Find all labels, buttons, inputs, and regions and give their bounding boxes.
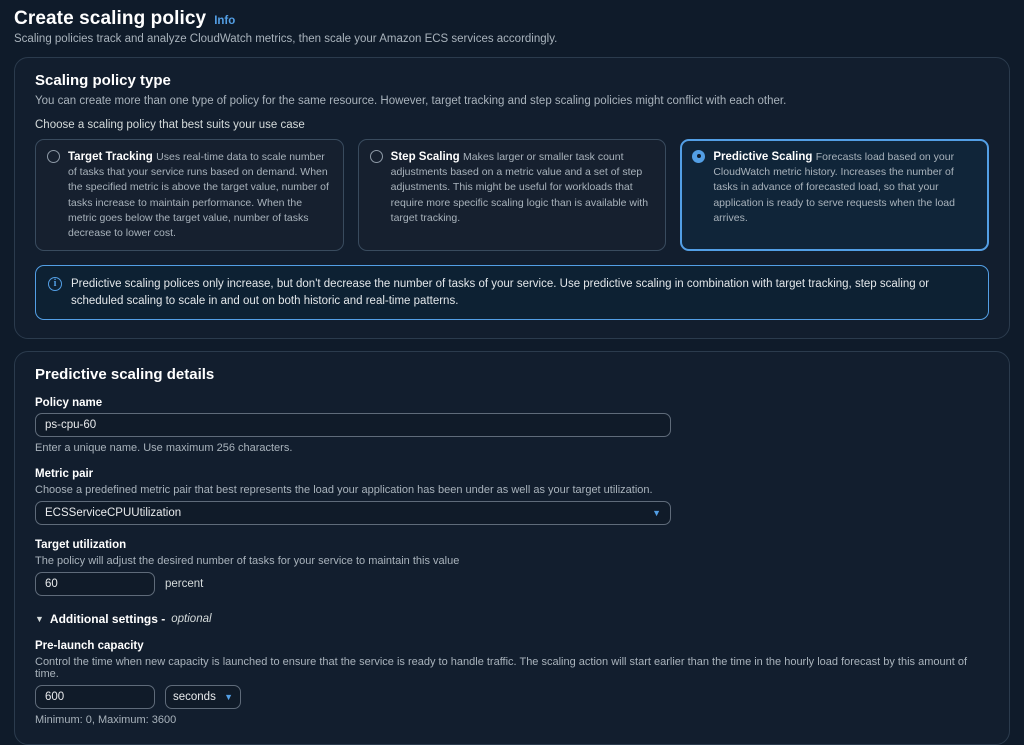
option-step-scaling-body (391, 149, 655, 240)
metric-pair-select[interactable] (35, 501, 671, 525)
scaling-policy-type-card (14, 57, 1010, 339)
page-subtitle: Scaling policies track and analyze CloudWatch metrics, then scale your Amazon ECS services accordingly. (14, 33, 558, 45)
target-utilization-unit: percent (165, 578, 204, 591)
option-target-tracking-description: Uses real-time data to scale number of tasks that your service runs based on demand. When the specified metric is above the target value, number of tasks increase to maintain performance. When the metric goes below the target value, number of tasks decrease to lower cost. (68, 151, 329, 239)
target-utilization-description: The policy will adjust the desired number of tasks for your service to maintain this value (35, 555, 460, 568)
option-target-tracking-title: Target Tracking (68, 151, 153, 163)
metric-pair-selected-value: ECSServiceCPUUtilization (45, 507, 182, 520)
option-step-scaling-description: Makes larger or smaller task count adjustments based on a metric value and a set of step adjustments. This might be useful for workloads that require more specific scaling logic than is available with target tracking. (390, 151, 649, 224)
policy-type-options (35, 139, 989, 251)
scaling-policy-type-description: You can create more than one type of policy for the same resource. However, target tracking and step scaling policies might conflict with each other. (35, 95, 787, 107)
option-target-tracking[interactable] (35, 139, 344, 251)
additional-settings-optional: optional (171, 613, 212, 626)
pre-launch-capacity-unit-value: seconds (173, 691, 216, 704)
additional-settings-toggle[interactable] (35, 612, 989, 626)
metric-pair-label: Metric pair (35, 468, 94, 481)
page-title-row (14, 8, 1010, 30)
option-predictive-scaling-body (713, 149, 977, 240)
option-predictive-scaling[interactable] (680, 139, 989, 251)
target-utilization-field (35, 539, 989, 596)
policy-name-input[interactable]: ps-cpu-60 (35, 413, 671, 437)
radio-target-tracking[interactable] (47, 150, 60, 163)
pre-launch-capacity-label: Pre-launch capacity (35, 640, 144, 653)
target-utilization-input[interactable]: 60 (35, 572, 155, 596)
chevron-down-icon: ▼ (652, 508, 661, 519)
option-predictive-scaling-description: Forecasts load based on your CloudWatch metric history. Increases the number of tasks in advance of forecasted load, so that your application is ready to serve requests when the load arrives. (713, 151, 955, 224)
pre-launch-capacity-unit-select[interactable] (165, 685, 241, 709)
chevron-down-icon: ▼ (224, 692, 233, 703)
metric-pair-field (35, 468, 989, 525)
target-utilization-row (35, 572, 989, 596)
choose-policy-label: Choose a scaling policy that best suits your use case (35, 119, 305, 131)
alert-text: Predictive scaling polices only increase, but don't decrease the number of tasks of your service. Use predictive scaling in combination with target tracking, step scaling or scheduled scaling to scale in and out on both historic and real-time patterns. (71, 278, 930, 307)
metric-pair-description: Choose a predefined metric pair that best represents the load your application has been under as well as your target utilization. (35, 484, 653, 497)
pre-launch-capacity-input[interactable]: 600 (35, 685, 155, 709)
page-header (14, 8, 1010, 45)
option-predictive-scaling-title: Predictive Scaling (713, 151, 813, 163)
info-icon: i (48, 277, 62, 291)
radio-predictive-scaling[interactable] (692, 150, 705, 163)
pre-launch-capacity-description: Control the time when new capacity is launched to ensure that the service is ready to handle traffic. The scaling action will start earlier than the time in the hourly load forecast by this amount of time. (35, 656, 968, 681)
additional-settings-label: Additional settings - (49, 612, 166, 627)
policy-name-label: Policy name (35, 397, 103, 410)
policy-name-field (35, 397, 989, 454)
policy-name-hint: Enter a unique name. Use maximum 256 characters. (35, 442, 293, 455)
pre-launch-capacity-hint: Minimum: 0, Maximum: 3600 (35, 714, 177, 727)
target-utilization-label: Target utilization (35, 539, 127, 552)
predictive-scaling-details-title: Predictive scaling details (35, 366, 215, 384)
pre-launch-capacity-field (35, 640, 989, 726)
page-title: Create scaling policy (14, 8, 207, 29)
option-target-tracking-body (68, 149, 332, 240)
chevron-down-icon: ▼ (35, 614, 44, 625)
info-link[interactable]: Info (214, 15, 236, 27)
radio-step-scaling[interactable] (370, 150, 383, 163)
option-step-scaling-title: Step Scaling (390, 151, 460, 163)
predictive-scaling-alert (35, 265, 989, 320)
predictive-scaling-details-card (14, 351, 1010, 745)
option-step-scaling[interactable] (358, 139, 667, 251)
pre-launch-capacity-row (35, 685, 989, 709)
scaling-policy-type-title: Scaling policy type (35, 72, 171, 89)
